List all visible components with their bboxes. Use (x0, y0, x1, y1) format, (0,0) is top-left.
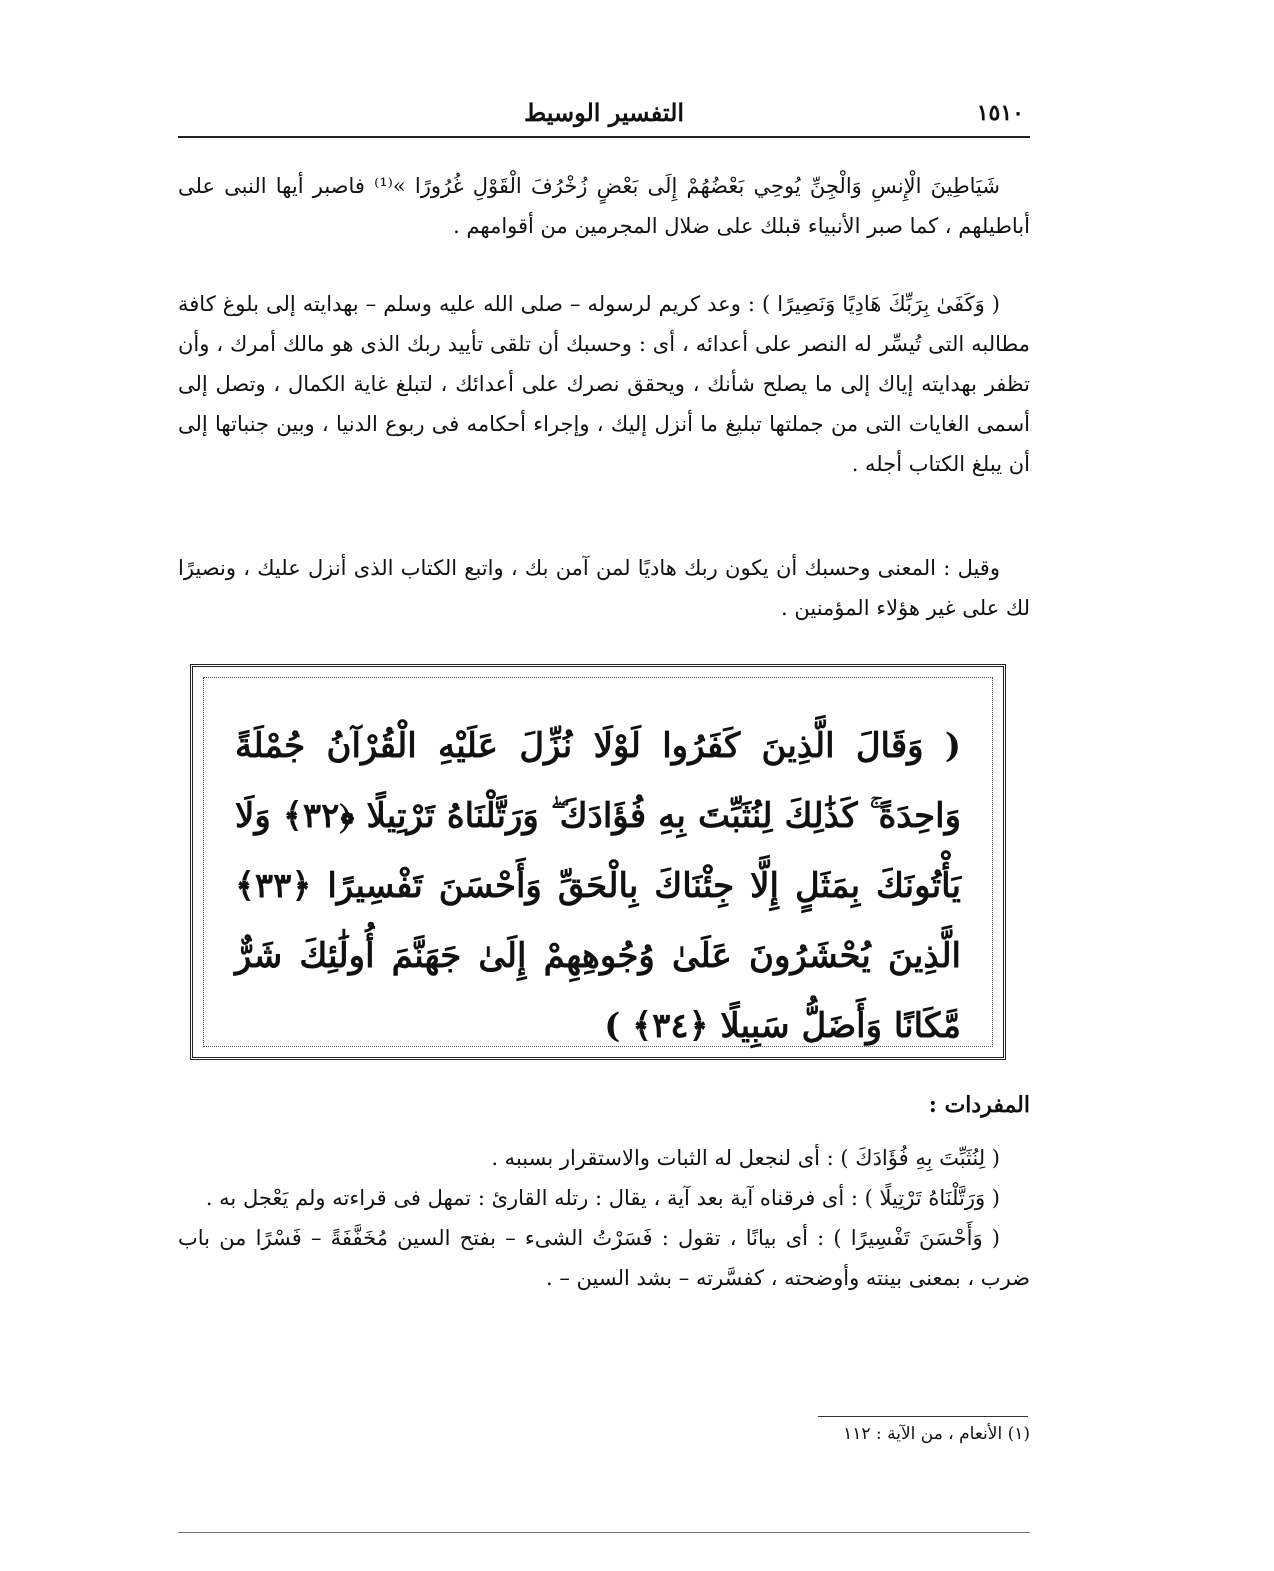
vocab-list (178, 1138, 1030, 1298)
quran-verses: ( وَقَالَ الَّذِينَ كَفَرُوا لَوْلَا نُزِّلَ عَلَيْهِ الْقُرْآنُ جُمْلَةً وَاحِدَةً ۚ كَذَٰلِكَ لِنُثَبِّتَ بِهِ فُؤَادَكَ ۖ وَرَتَّلْنَاهُ تَرْتِيلًا ﴿٣٢﴾ وَلَا يَأْتُونَكَ بِمَثَلٍ إِلَّا جِئْنَاكَ بِالْحَقِّ وَأَحْسَنَ تَفْسِيرًا ﴿٣٣﴾ الَّذِينَ يُحْشَرُونَ عَلَىٰ وُجُوهِهِمْ إِلَىٰ جَهَنَّمَ أُولَٰئِكَ شَرٌّ مَّكَانًا وَأَضَلُّ سَبِيلًا ﴿٣٤﴾ ) (235, 726, 961, 1046)
page-number: ١٥١٠ (976, 100, 1024, 126)
paragraph-3 (178, 548, 1030, 628)
vocab-item: ( لِنُثَبِّتَ بِهِ فُؤَادَكَ ) : أى لنجعل له الثبات والاستقرار بسببه . (491, 1146, 1000, 1170)
paragraph-1 (178, 166, 1030, 246)
paragraph-text: شَيَاطِينَ الْإِنسِ وَالْجِنِّ يُوحِي بَعْضُهُمْ إِلَى بَعْضٍ زُخْرُفَ الْقَوْلِ غُرُورًا »⁽¹⁾ فاصبر أيها النبى على أباطيلهم ، كما صبر الأنبياء قبلك على ضلال المجرمين من أقوامهم . (178, 174, 1030, 238)
quran-verse-frame (190, 664, 1006, 1060)
page-header (178, 96, 1030, 138)
paragraph-text: ( وَكَفَىٰ بِرَبِّكَ هَادِيًا وَنَصِيرًا ) : وعد كريم لرسوله – صلى الله عليه وسلم – بهدايته إلى بلوغ كافة مطالبه التى تُيسِّر له النصر على أعدائه ، أى : وحسبك أن تلقى تأييد ربك الذى هو مالك أمرك ، وأن تظفر بهدايته إياك إلى ما يصلح شأنك ، ويحقق نصرك على أعدائك ، لتبلغ غاية الكمال ، وتصل إلى أسمى الغايات التى من جملتها تبليغ ما أنزل إليك ، وإجراء أحكامه فى ربوع الدنيا ، وبين جنباتها إلى أن يبلغ الكتاب أجله . (178, 292, 1030, 476)
vocab-item: ( وَرَتَّلْنَاهُ تَرْتِيلًا ) : أى فرقناه آية بعد آية ، يقال : رتله القارئ : تمهل فى قراءته ولم يَعْجل به . (205, 1186, 1000, 1210)
vocab-heading: المفردات : (928, 1092, 1030, 1118)
paragraph-2 (178, 284, 1030, 484)
vocab-item: ( وَأَحْسَنَ تَفْسِيرًا ) : أى بيانًا ، تقول : فَسَرْتُ الشىء – بفتح السين مُخَفَّفَةً – فَسْرًا من باب ضرب ، بمعنى بينته وأوضحته ، كفسَّرته – بشد السين – . (178, 1226, 1030, 1290)
paragraph-text: وقيل : المعنى وحسبك أن يكون ربك هاديًا لمن آمن بك ، واتبع الكتاب الذى أنزل عليك ، ونصيرًا لك على غير هؤلاء المؤمنين . (178, 556, 1030, 620)
book-title: التفسير الوسيط (523, 98, 685, 127)
footnote: (١) الأنعام ، من الآية : ١١٢ (843, 1424, 1030, 1444)
bottom-divider (178, 1532, 1030, 1533)
footnote-divider (818, 1416, 1028, 1417)
